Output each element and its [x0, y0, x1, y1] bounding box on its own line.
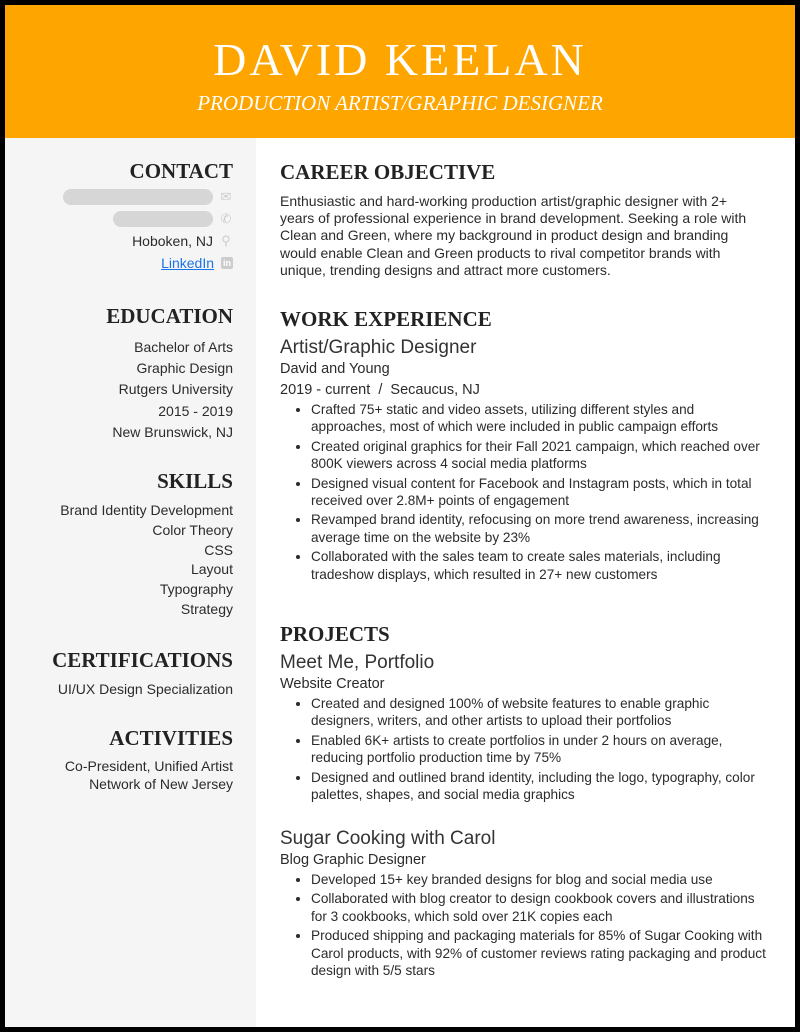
contact-heading: CONTACT [129, 159, 233, 183]
objective-text: Enthusiastic and hard-working production artist/graphic designer with 2+ years of professional experience in brand development. Seeking a role with Clean and Green, where my background in product design and branding would enable Clean and Green products to rival competitor brands with unique, trending designs and attract more customers. [280, 193, 747, 278]
candidate-name: DAVID KEELAN [213, 34, 587, 85]
contact-linkedin [3, 252, 233, 274]
skills-heading: SKILLS [157, 469, 233, 493]
linkedin-link[interactable]: LinkedIn [161, 255, 214, 271]
skill-item: Brand Identity Development [60, 502, 233, 518]
location-pin-icon: ⚲ [221, 233, 231, 248]
certification-item: UI/UX Design Specialization [57, 681, 233, 697]
bullet: • Collaborated with the sales team to create sales materials, including tradeshow displays, which resulted in 27+ new customers [311, 548, 770, 583]
bullet: • Designed and outlined brand identity, including the logo, typography, color palettes, shapes, and social media graphics [311, 769, 770, 804]
projects-heading: PROJECTS [280, 622, 390, 646]
activities-list [65, 758, 233, 793]
contact-phone [3, 208, 233, 230]
skill-item: Strategy [180, 600, 233, 617]
degree: Bachelor of Arts [134, 339, 233, 355]
bullet: • Collaborated with blog creator to design cookbook covers and illustrations for 3 cookbooks, which sold over 21K copies each [311, 890, 770, 925]
project-role: Blog Graphic Designer [280, 852, 426, 868]
objective-heading: CAREER OBJECTIVE [280, 160, 496, 184]
project-title: Meet Me, Portfolio [280, 652, 435, 673]
school: Rutgers University [118, 381, 233, 398]
redacted-phone [113, 211, 213, 227]
skills-list [60, 501, 233, 620]
bullet: • Crafted 75+ static and video assets, utilizing different styles and approaches, most of which were included in public campaign efforts [311, 401, 770, 436]
project-role: Website Creator [280, 676, 385, 692]
bullet: • Designed visual content for Facebook and Instagram posts, which in total received over 2.8M+ points of engagement [311, 475, 770, 510]
certifications-list [58, 680, 233, 699]
phone-icon: ✆ [220, 211, 232, 226]
job-title: Artist/Graphic Designer [280, 337, 477, 358]
skill-item: CSS [204, 541, 233, 558]
certifications-heading: CERTIFICATIONS [52, 648, 233, 672]
work-heading: WORK EXPERIENCE [280, 307, 492, 331]
sidebar [5, 138, 256, 1027]
skill-item: Color Theory [152, 521, 233, 538]
skill-item: Layout [190, 561, 233, 578]
work-entry [280, 337, 770, 585]
skill-item: Typography [159, 581, 233, 598]
job-meta: 2019 - current / Secaucus, NJ [280, 382, 480, 398]
major: Graphic Design [136, 360, 233, 377]
contact-list [3, 186, 233, 274]
education-heading: EDUCATION [106, 304, 233, 328]
bullet: • Created and designed 100% of website features to enable graphic designers, writers, and other artists to upload their portfolios [311, 695, 770, 730]
contact-email [3, 186, 233, 208]
contact-location: Hoboken, NJ ⚲ [3, 230, 233, 252]
project-entry [280, 652, 770, 805]
project-title: Sugar Cooking with Carol [280, 828, 496, 849]
project-bullets [280, 695, 770, 803]
resume-page [5, 5, 795, 1027]
activity-line: Network of New Jersey [89, 775, 233, 792]
bullet: • Produced shipping and packaging materials for 85% of Sugar Cooking with Carol products, with 92% of customer reviews rating packaging and product design with 5/5 stars [311, 927, 770, 979]
activity-line: Co-President, Unified Artist [64, 758, 233, 774]
education-details [112, 337, 233, 443]
redacted-email [63, 189, 213, 205]
envelope-icon: ✉ [220, 189, 232, 204]
school-location: New Brunswick, NJ [112, 423, 233, 440]
company: David and Young [280, 361, 390, 377]
job-bullets [280, 401, 770, 583]
bullet: • Enabled 6K+ artists to create portfolios in under 2 hours on average, reducing portfolio production time by 75% [311, 732, 770, 767]
bullet: • Created original graphics for their Fall 2021 campaign, which reached over 800K viewers across 4 social media platforms [311, 438, 770, 473]
bullet: • Developed 15+ key branded designs for blog and social media use [311, 871, 770, 888]
bullet: • Revamped brand identity, refocusing on more trend awareness, increasing average time on the website by 23% [311, 511, 770, 546]
linkedin-icon: in [223, 258, 231, 268]
activities-heading: ACTIVITIES [109, 726, 233, 750]
project-bullets [280, 871, 770, 979]
dates: 2015 - 2019 [158, 402, 233, 419]
project-entry [280, 828, 770, 981]
header [5, 5, 795, 138]
candidate-title: PRODUCTION ARTIST/GRAPHIC DESIGNER [197, 91, 603, 115]
